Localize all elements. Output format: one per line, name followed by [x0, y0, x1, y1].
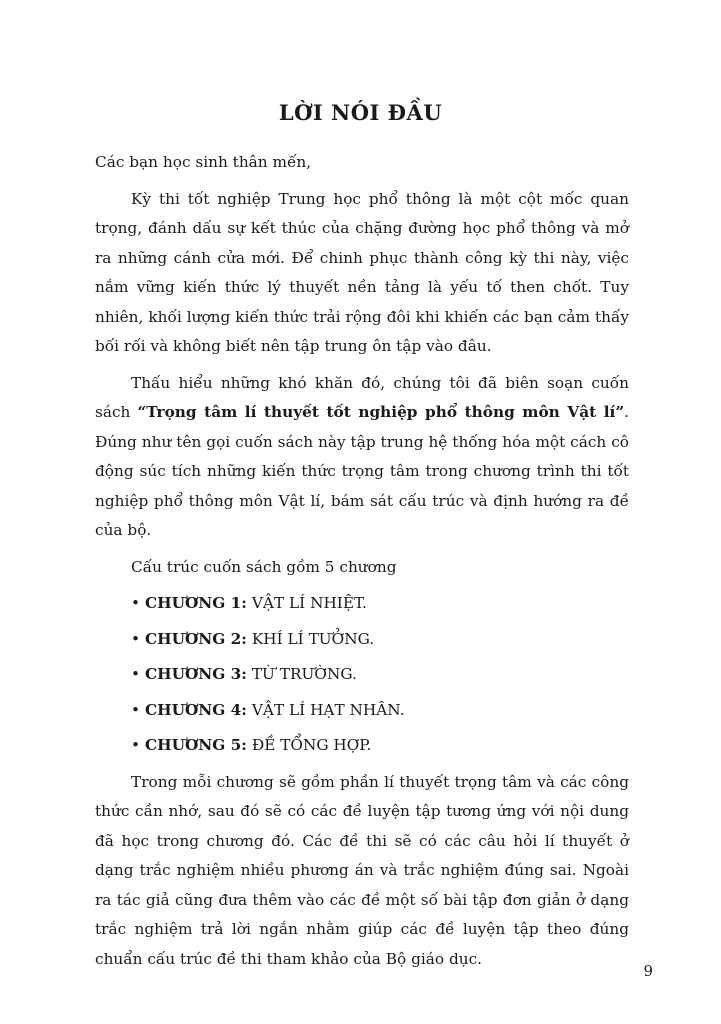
- chapter-item: [95, 696, 629, 726]
- chapter-label: CHƯƠNG 1:: [145, 594, 247, 612]
- paragraph-2: [95, 369, 629, 546]
- chapter-item: [95, 660, 629, 690]
- paragraph-2-intro: Thấu hiểu những khó khăn đó, chúng tôi đã biên soạn cuốn sách: [95, 373, 629, 421]
- chapter-item: [95, 589, 629, 619]
- chapter-label: CHƯƠNG 4:: [145, 700, 247, 719]
- paragraph-3: Trong mỗi chương sẽ gồm phần lí thuyết trọng tâm và các công thức cần nhớ, sau đó sẽ có các đề luyện tập tương ứng với nội dung đã học trong chương đó. Các đề thi sẽ có các câu hỏi lí thuyết ở dạng trắc nghiệm nhiều phương án và trắc nghiệm đúng sai. Ngoài ra tác giả cũng đưa thêm vào các đề một số bài tập đơn giản ở dạng trắc nghiệm trả lời ngắn nhằm giúp các đề luyện tập theo đúng chuẩn cấu trúc đề thi tham khảo của Bộ giáo dục.: [95, 772, 629, 968]
- greeting: Các bạn học sinh thân mến,: [95, 153, 312, 171]
- page-title: LỜI NÓI ĐẦU: [278, 100, 443, 125]
- bullet-icon: •: [131, 700, 141, 719]
- chapter-label: CHƯƠNG 5:: [145, 736, 247, 754]
- chapter-item: [95, 731, 629, 761]
- paragraph-1: Kỳ thi tốt nghiệp Trung học phổ thông là một cột mốc quan trọng, đánh dấu sự kết thúc của chặng đường học phổ thông và mở ra những cánh cửa mới. Để chinh phục thành công kỳ thi này, việc nắm vững kiến thức lý thuyết nền tảng là yếu tố then chốt. Tuy nhiên, khối lượng kiến thức trải rộng đôi khi khiến các bạn cảm thấy bối rối và không biết nên tập trung ôn tập vào đâu.: [95, 189, 629, 355]
- bullet-icon: •: [131, 665, 141, 683]
- preface-body: [95, 148, 629, 981]
- bullet-icon: •: [131, 736, 141, 754]
- chapter-name: ĐỀ TỔNG HỢP.: [251, 736, 372, 754]
- chapter-list: [95, 589, 629, 761]
- bullet-icon: •: [131, 629, 141, 648]
- chapter-name: KHÍ LÍ TƯỞNG.: [251, 629, 375, 648]
- chapter-name: VẬT LÍ NHIỆT.: [251, 594, 367, 612]
- chapter-label: CHƯƠNG 3:: [145, 665, 247, 683]
- chapter-item: [95, 625, 629, 655]
- chapter-name: TỪ TRƯỜNG.: [251, 665, 357, 683]
- book-title: “Trọng tâm lí thuyết tốt nghiệp phổ thông môn Vật lí”: [137, 403, 625, 421]
- bullet-icon: •: [131, 594, 141, 612]
- paragraph-2-rest: . Đúng như tên gọi cuốn sách này tập trung hệ thống hóa một cách cô động súc tích những kiến thức trọng tâm trong chương trình thi tốt nghiệp phổ thông môn Vật lí, bám sát cấu trúc và định hướng ra đề của bộ.: [95, 403, 629, 539]
- chapter-label: CHƯƠNG 2:: [145, 629, 247, 648]
- structure-intro: Cấu trúc cuốn sách gồm 5 chương: [131, 557, 397, 576]
- chapter-name: VẬT LÍ HẠT NHÂN.: [251, 700, 405, 719]
- page-number: 9: [643, 962, 653, 980]
